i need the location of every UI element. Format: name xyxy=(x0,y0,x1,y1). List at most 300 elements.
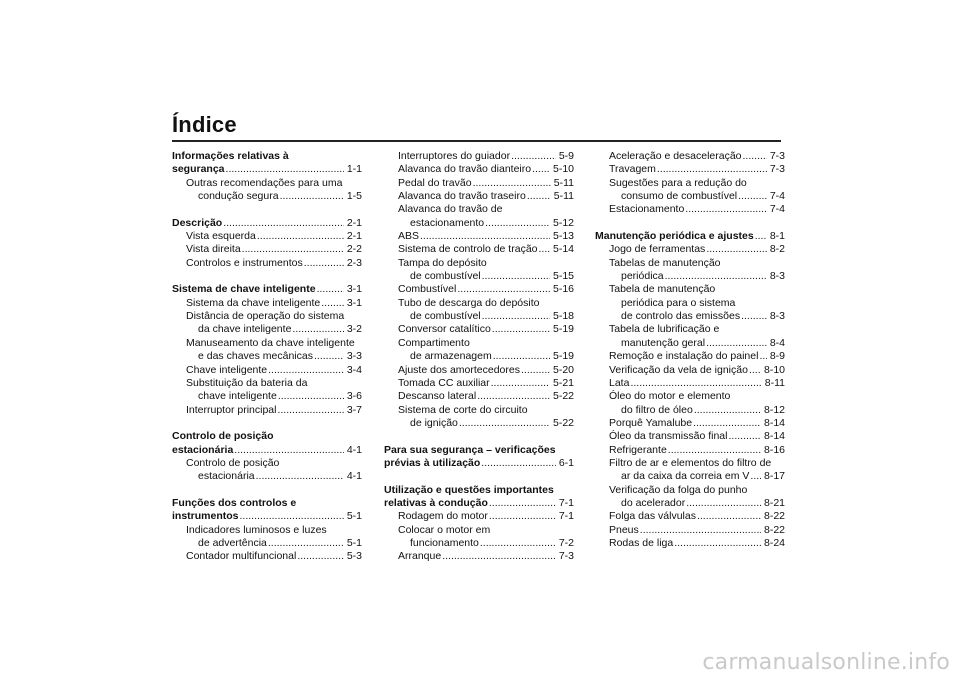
toc-section-heading[interactable] xyxy=(172,444,362,457)
toc-entry[interactable] xyxy=(384,390,574,403)
toc-page-number: 2-3 xyxy=(346,256,362,269)
toc-entry-label: Alavanca do travão traseiro xyxy=(398,190,526,203)
toc-entry[interactable] xyxy=(595,444,785,457)
toc-entry[interactable] xyxy=(384,270,574,283)
toc-entry xyxy=(172,524,362,537)
dot-leader xyxy=(527,190,551,203)
toc-page-number: 1-1 xyxy=(346,163,362,176)
dot-leader xyxy=(473,177,551,190)
toc-entry-label: Manuseamento da chave inteligente xyxy=(186,336,355,349)
dot-leader xyxy=(686,497,761,510)
toc-entry-label: Combustível xyxy=(398,283,457,296)
toc-entry-label: Óleo do motor e elemento xyxy=(609,390,731,403)
toc-entry[interactable] xyxy=(384,190,574,203)
toc-section-heading xyxy=(172,150,362,163)
toc-entry[interactable] xyxy=(172,390,362,403)
dot-leader xyxy=(317,283,344,296)
toc-entry[interactable] xyxy=(595,537,785,550)
toc-entry-label: Para sua segurança – verificações xyxy=(384,443,556,456)
dot-leader xyxy=(697,510,761,523)
dot-leader xyxy=(234,444,344,457)
toc-entry-label: do acelerador xyxy=(621,496,686,509)
toc-page-number: 7-3 xyxy=(769,150,785,162)
toc-section-heading[interactable] xyxy=(172,163,362,176)
toc-entry xyxy=(595,390,785,403)
toc-entry-label: Interruptor principal xyxy=(186,403,277,416)
toc-page-number: 5-15 xyxy=(552,270,574,283)
toc-page-number: 8-17 xyxy=(763,470,785,483)
toc-entry-label: Tubo de descarga do depósito xyxy=(398,296,540,309)
toc-entry-label: Conversor catalítico xyxy=(398,323,491,336)
toc-entry-label: Sugestões para a redução do xyxy=(609,176,747,189)
toc-page-number: 8-11 xyxy=(764,376,785,389)
dot-leader xyxy=(477,390,550,403)
dot-leader xyxy=(657,163,767,176)
toc-entry-label: de advertência xyxy=(198,536,267,549)
dot-leader xyxy=(242,243,344,256)
toc-entry-label: Utilização e questões importantes xyxy=(384,483,554,496)
toc-page-number: 5-14 xyxy=(552,243,574,256)
toc-page-number: 8-12 xyxy=(763,403,785,416)
toc-entry xyxy=(172,177,362,190)
toc-entry-label: Indicadores luminosos e luzes xyxy=(186,523,327,536)
toc-entry-label: Jogo de ferramentas xyxy=(609,243,706,256)
dot-leader xyxy=(292,323,343,336)
toc-entry[interactable] xyxy=(384,323,574,336)
dot-leader xyxy=(489,510,556,523)
toc-entry-label: Rodagem do motor xyxy=(398,510,488,523)
dot-leader xyxy=(297,550,344,563)
toc-entry[interactable] xyxy=(384,550,574,563)
toc-page-number: 5-22 xyxy=(552,416,574,429)
toc-entry[interactable] xyxy=(172,257,362,270)
toc-entry-label: Chave inteligente xyxy=(186,363,268,376)
toc-entry[interactable] xyxy=(595,243,785,256)
toc-entry-label: consumo de combustível xyxy=(621,190,738,203)
toc-page-number: 5-1 xyxy=(346,510,362,523)
toc-entry-label: Colocar o motor em xyxy=(398,523,491,536)
toc-entry[interactable] xyxy=(595,190,785,203)
toc-page-number: 8-22 xyxy=(763,523,785,536)
toc-entry-label: Folga das válvulas xyxy=(609,510,696,523)
toc-page-number: 4-1 xyxy=(346,443,362,456)
toc-page-number: 5-16 xyxy=(552,283,574,296)
toc-page-number: 5-19 xyxy=(552,350,574,363)
toc-entry[interactable] xyxy=(595,163,785,176)
toc-entry-label: Arranque xyxy=(398,550,442,563)
toc-entry-label: Sistema de corte do circuito xyxy=(398,403,528,416)
toc-spacer xyxy=(172,270,362,283)
toc-entry xyxy=(172,457,362,470)
toc-page-number: 8-16 xyxy=(763,443,785,456)
toc-entry[interactable] xyxy=(384,350,574,363)
toc-entry-label: Controlos e instrumentos xyxy=(186,256,303,269)
toc-entry[interactable] xyxy=(595,350,785,363)
toc-page-number: 7-1 xyxy=(558,496,574,509)
toc-entry-label: estacionária xyxy=(172,443,234,456)
toc-page-number: 5-19 xyxy=(552,323,574,336)
toc-entry-label: Ajuste dos amortecedores xyxy=(398,363,520,376)
toc-page-number: 8-1 xyxy=(769,230,785,243)
toc-entry-label: ABS xyxy=(398,230,420,243)
toc-entry[interactable] xyxy=(172,297,362,310)
dot-leader xyxy=(665,270,767,283)
dot-leader xyxy=(240,510,344,523)
toc-entry-label: Compartimento xyxy=(398,336,470,349)
toc-page-number: 8-2 xyxy=(769,243,785,256)
toc-entry[interactable] xyxy=(172,243,362,256)
toc-entry-label: Sistema de controlo de tração xyxy=(398,243,538,256)
toc-page-number: 8-24 xyxy=(763,536,785,549)
toc-entry-label: Controlo de posição xyxy=(186,456,280,469)
toc-page-number: 3-6 xyxy=(346,390,362,403)
toc-entry-label: Estacionamento xyxy=(609,203,685,216)
toc-entry[interactable] xyxy=(595,377,785,390)
toc-entry-label: Tabela de manutenção xyxy=(609,283,716,296)
toc-section-heading xyxy=(172,430,362,443)
toc-spacer xyxy=(595,217,785,230)
toc-entry xyxy=(595,283,785,296)
toc-entry-label: Verificação da folga do punho xyxy=(609,483,748,496)
toc-entry-label: manutenção geral xyxy=(621,336,706,349)
dot-leader xyxy=(459,417,550,430)
toc-page-number: 8-3 xyxy=(769,270,785,283)
dot-leader xyxy=(442,550,556,563)
toc-column-1 xyxy=(172,150,362,564)
dot-leader xyxy=(491,377,550,390)
toc-entry[interactable] xyxy=(384,283,574,296)
toc-entry[interactable] xyxy=(595,310,785,323)
toc-page-number: 3-1 xyxy=(346,296,362,309)
toc-entry[interactable] xyxy=(595,203,785,216)
toc-entry-label: Verificação da vela de ignição xyxy=(609,363,748,376)
toc-entry-label: estacionária xyxy=(198,470,255,483)
toc-entry[interactable] xyxy=(595,337,785,350)
dot-leader xyxy=(749,364,761,377)
toc-entry-label: Manutenção periódica e ajustes xyxy=(595,230,754,243)
toc-section-heading xyxy=(172,497,362,510)
toc-entry-label: Travagem xyxy=(609,163,656,176)
toc-page-number: 7-1 xyxy=(558,510,574,523)
toc-page-number: 5-18 xyxy=(552,310,574,323)
toc-entry-label: Vista direita xyxy=(186,243,241,256)
toc-entry xyxy=(172,337,362,350)
toc-page-number: 2-2 xyxy=(346,243,362,256)
dot-leader xyxy=(521,364,550,377)
toc-spacer xyxy=(384,430,574,443)
toc-entry xyxy=(384,203,574,216)
toc-entry[interactable] xyxy=(384,310,574,323)
toc-entry[interactable] xyxy=(595,430,785,443)
toc-page-number: 1-5 xyxy=(346,190,362,203)
toc-page-number: 5-12 xyxy=(552,216,574,229)
toc-page-number: 8-22 xyxy=(763,510,785,523)
toc-section-heading[interactable] xyxy=(595,230,785,243)
toc-entry-label: Funções dos controlos e xyxy=(172,496,297,509)
toc-entry-label: Remoção e instalação do painel xyxy=(609,350,759,363)
toc-page-number: 5-1 xyxy=(346,536,362,549)
toc-entry[interactable] xyxy=(384,230,574,243)
dot-leader xyxy=(685,203,767,216)
dot-leader xyxy=(280,190,344,203)
toc-entry-label: Pneus xyxy=(609,523,639,536)
toc-entry xyxy=(595,484,785,497)
dot-leader xyxy=(304,257,344,270)
toc-entry[interactable] xyxy=(384,537,574,550)
toc-entry xyxy=(595,323,785,336)
toc-section-heading xyxy=(384,444,574,457)
dot-leader xyxy=(314,350,344,363)
toc-entry-label: Porquê Yamalube xyxy=(609,416,693,429)
toc-entry-label: Substituição da bateria da xyxy=(186,376,308,389)
toc-entry-label: funcionamento xyxy=(410,536,479,549)
toc-entry[interactable] xyxy=(595,524,785,537)
toc-entry xyxy=(172,377,362,390)
toc-entry[interactable] xyxy=(172,537,362,550)
toc-page-number: 5-3 xyxy=(346,550,362,563)
toc-entry[interactable] xyxy=(172,364,362,377)
toc-entry[interactable] xyxy=(595,510,785,523)
toc-page-number: 7-4 xyxy=(769,203,785,216)
toc-entry-label: prévias à utilização xyxy=(384,456,481,469)
toc-entry[interactable] xyxy=(384,364,574,377)
toc-page-number: 6-1 xyxy=(558,456,574,469)
toc-section-heading xyxy=(384,484,574,497)
toc-entry[interactable] xyxy=(595,497,785,510)
toc-entry[interactable] xyxy=(595,150,785,163)
title-rule xyxy=(172,140,781,142)
toc-entry xyxy=(384,524,574,537)
dot-leader xyxy=(485,217,550,230)
toc-entry[interactable] xyxy=(384,177,574,190)
dot-leader xyxy=(738,190,767,203)
dot-leader xyxy=(482,310,550,323)
toc-spacer xyxy=(172,417,362,430)
dot-leader xyxy=(759,350,766,363)
toc-page-number: 8-14 xyxy=(763,416,785,429)
dot-leader xyxy=(694,404,761,417)
toc-entry-label: e das chaves mecânicas xyxy=(198,350,313,363)
toc-entry xyxy=(384,257,574,270)
toc-entry[interactable] xyxy=(172,230,362,243)
toc-page-number: 2-1 xyxy=(346,216,362,229)
dot-leader xyxy=(741,310,767,323)
toc-section-heading[interactable] xyxy=(172,217,362,230)
toc-entry-label: Sistema da chave inteligente xyxy=(186,296,321,309)
toc-section-heading[interactable] xyxy=(172,510,362,523)
dot-leader xyxy=(706,243,767,256)
toc-page-number: 3-2 xyxy=(346,323,362,336)
toc-entry-label: de armazenagem xyxy=(410,350,492,363)
toc-entry[interactable] xyxy=(595,270,785,283)
toc-spacer xyxy=(172,484,362,497)
toc-page-number: 3-7 xyxy=(346,403,362,416)
toc-entry[interactable] xyxy=(172,404,362,417)
dot-leader xyxy=(481,457,556,470)
toc-entry-label: Interruptores do guiador xyxy=(398,150,511,162)
toc-entry-label: Lata xyxy=(609,376,630,389)
toc-column-2 xyxy=(384,150,574,564)
toc-entry-label: Alavanca do travão de xyxy=(398,203,503,216)
toc-entry-label: Filtro de ar e elementos do filtro de xyxy=(609,456,772,469)
toc-entry-label: do filtro de óleo xyxy=(621,403,693,416)
dot-leader xyxy=(743,150,767,163)
dot-leader xyxy=(532,163,550,176)
toc-entry-label: Óleo da transmissão final xyxy=(609,430,728,443)
dot-leader xyxy=(489,497,556,510)
toc-section-heading[interactable] xyxy=(172,283,362,296)
toc-page-number: 4-1 xyxy=(346,470,362,483)
toc-entry-label: de combustível xyxy=(410,310,481,323)
dot-leader xyxy=(420,230,550,243)
toc-page-number: 5-22 xyxy=(552,390,574,403)
toc-entry-label: Tabelas de manutenção xyxy=(609,256,721,269)
toc-page-number: 5-21 xyxy=(552,376,574,389)
toc-page-number: 5-11 xyxy=(553,176,574,189)
toc-entry-label: Rodas de liga xyxy=(609,536,674,549)
toc-spacer xyxy=(172,203,362,216)
dot-leader xyxy=(480,537,556,550)
toc-entry[interactable] xyxy=(595,364,785,377)
toc-page-number: 7-3 xyxy=(558,550,574,563)
toc-spacer xyxy=(384,470,574,483)
dot-leader xyxy=(630,377,761,390)
toc-entry[interactable] xyxy=(172,470,362,483)
toc-entry[interactable] xyxy=(384,377,574,390)
toc-section-heading[interactable] xyxy=(384,457,574,470)
toc-entry-label: Vista esquerda xyxy=(186,230,256,243)
toc-entry-label: Informações relativas à xyxy=(172,150,289,162)
toc-column-3 xyxy=(595,150,785,550)
toc-entry[interactable] xyxy=(172,550,362,563)
toc-entry-label: Sistema de chave inteligente xyxy=(172,283,316,296)
watermark: carmanualsonline.info xyxy=(702,650,950,675)
toc-entry-label: Outras recomendações para uma xyxy=(186,176,343,189)
toc-page-number: 8-21 xyxy=(763,496,785,509)
toc-entry-label: da chave inteligente xyxy=(198,323,292,336)
toc-page-number: 7-2 xyxy=(558,536,574,549)
dot-leader xyxy=(457,283,550,296)
toc-entry[interactable] xyxy=(384,163,574,176)
toc-entry-label: Alavanca do travão dianteiro xyxy=(398,163,532,176)
toc-entry xyxy=(172,310,362,323)
toc-page-number: 5-13 xyxy=(552,230,574,243)
dot-leader xyxy=(492,323,550,336)
toc-entry-label: ar da caixa da correia em V xyxy=(621,470,750,483)
toc-page-number: 5-20 xyxy=(552,363,574,376)
dot-leader xyxy=(511,150,556,163)
dot-leader xyxy=(482,270,550,283)
toc-page-number: 5-11 xyxy=(553,190,574,203)
toc-page-number: 2-1 xyxy=(346,230,362,243)
toc-page-number: 8-3 xyxy=(769,310,785,323)
toc-page-number: 3-3 xyxy=(346,350,362,363)
toc-entry[interactable] xyxy=(172,323,362,336)
dot-leader xyxy=(277,404,343,417)
page-title: Índice xyxy=(172,112,237,137)
toc-entry[interactable] xyxy=(384,417,574,430)
toc-entry-label: de controlo das emissões xyxy=(621,310,741,323)
dot-leader xyxy=(493,350,550,363)
dot-leader xyxy=(640,524,761,537)
toc-entry-label: periódica xyxy=(621,270,664,283)
toc-entry-label: Aceleração e desaceleração xyxy=(609,150,742,162)
toc-entry-label: estacionamento xyxy=(410,216,485,229)
toc-entry-label: Descrição xyxy=(172,216,223,229)
toc-entry[interactable] xyxy=(172,350,362,363)
dot-leader xyxy=(256,470,344,483)
toc-entry[interactable] xyxy=(595,404,785,417)
dot-leader xyxy=(728,430,761,443)
toc-entry-label: Distância de operação do sistema xyxy=(186,310,345,323)
toc-page-number: 7-3 xyxy=(769,163,785,176)
toc-entry-label: segurança xyxy=(172,163,225,176)
toc-section-heading[interactable] xyxy=(384,497,574,510)
toc-entry[interactable] xyxy=(384,243,574,256)
toc-page-number: 8-14 xyxy=(763,430,785,443)
dot-leader xyxy=(668,444,761,457)
toc-page-number: 5-9 xyxy=(558,150,574,162)
dot-leader xyxy=(257,230,344,243)
dot-leader xyxy=(674,537,761,550)
toc-page-number: 3-4 xyxy=(346,363,362,376)
toc-page-number: 3-1 xyxy=(346,283,362,296)
toc-entry[interactable] xyxy=(384,217,574,230)
toc-entry-label: Tomada CC auxiliar xyxy=(398,376,490,389)
dot-leader xyxy=(268,537,344,550)
toc-entry-label: Descanso lateral xyxy=(398,390,477,403)
toc-entry xyxy=(384,404,574,417)
toc-page-number: 8-9 xyxy=(769,350,785,363)
dot-leader xyxy=(706,337,767,350)
dot-leader xyxy=(750,470,761,483)
toc-entry-label: Tabela de lubrificação e xyxy=(609,323,720,336)
dot-leader xyxy=(321,297,344,310)
toc-entry xyxy=(595,297,785,310)
toc-entry-label: instrumentos xyxy=(172,510,239,523)
toc-entry xyxy=(595,177,785,190)
toc-entry[interactable] xyxy=(384,150,574,163)
toc-entry-label: Controlo de posição xyxy=(172,430,274,443)
toc-entry[interactable] xyxy=(595,417,785,430)
dot-leader xyxy=(278,390,344,403)
dot-leader xyxy=(693,417,761,430)
toc-page-number: 7-4 xyxy=(769,190,785,203)
toc-entry-label: chave inteligente xyxy=(198,390,277,403)
dot-leader xyxy=(268,364,344,377)
toc-entry-label: relativas à condução xyxy=(384,496,488,509)
toc-entry-label: de combustível xyxy=(410,270,481,283)
toc-page-number: 8-10 xyxy=(763,363,785,376)
toc-entry xyxy=(595,457,785,470)
toc-entry-label: condução segura xyxy=(198,190,279,203)
toc-entry-label: periódica para o sistema xyxy=(621,296,736,309)
toc-entry-label: Contador multifuncional xyxy=(186,550,297,563)
toc-entry-label: Tampa do depósito xyxy=(398,256,487,269)
toc-entry[interactable] xyxy=(595,470,785,483)
toc-page-number: 8-4 xyxy=(769,336,785,349)
toc-entry[interactable] xyxy=(172,190,362,203)
toc-entry[interactable] xyxy=(384,510,574,523)
toc-page-number: 5-10 xyxy=(552,163,574,176)
dot-leader xyxy=(755,230,767,243)
dot-leader xyxy=(226,163,344,176)
toc-entry xyxy=(595,257,785,270)
toc-entry-label: Pedal do travão xyxy=(398,176,472,189)
dot-leader xyxy=(539,243,550,256)
toc-entry-label: Refrigerante xyxy=(609,443,667,456)
toc-entry xyxy=(384,297,574,310)
